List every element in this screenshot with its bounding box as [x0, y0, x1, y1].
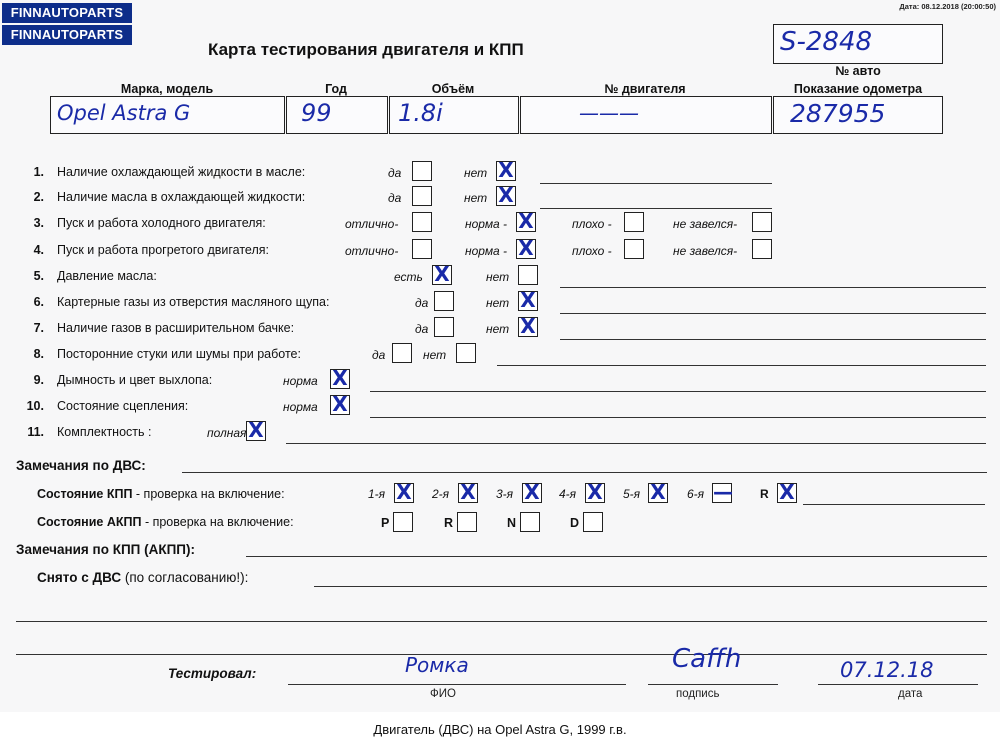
mode-label: D — [570, 516, 580, 530]
item-notes-line — [286, 443, 986, 444]
item-notes-line — [560, 287, 986, 288]
date-stamp: Дата: 08.12.2018 (20:00:50) — [899, 2, 996, 11]
check-mark: X — [332, 392, 348, 416]
gear-checkbox[interactable] — [394, 480, 414, 504]
mode-checkbox[interactable] — [520, 512, 540, 532]
option-label: да — [372, 348, 386, 362]
kpp-line — [803, 504, 985, 505]
check-mark: X — [248, 418, 264, 442]
option-checkbox[interactable] — [624, 239, 644, 259]
remarks-kpp-line — [246, 556, 987, 557]
gear-label: 4-я — [559, 487, 577, 501]
gear-checkbox[interactable] — [648, 480, 668, 504]
option-label: нет — [464, 191, 488, 205]
mode-label: P — [381, 516, 390, 530]
item-label: Пуск и работа холодного двигателя: — [57, 216, 266, 230]
check-mark: X — [779, 480, 795, 504]
tested-label: Тестировал: — [168, 666, 257, 681]
col-year: Год — [325, 82, 347, 96]
stock-number-box — [773, 24, 943, 64]
year-value: 99 — [301, 99, 332, 127]
model-value: Opel Astra G — [57, 101, 191, 125]
item-number: 9. — [33, 373, 44, 387]
item-label: Картерные газы из отверстия масляного щупа: — [57, 295, 330, 309]
gear-checkbox[interactable] — [458, 480, 478, 504]
option-label: нет — [486, 270, 510, 284]
option-checkbox[interactable] — [752, 212, 772, 232]
removed-line-1 — [314, 586, 987, 587]
option-label: норма — [283, 374, 318, 388]
date-line — [818, 684, 978, 685]
item-number: 1. — [33, 165, 44, 179]
option-label: не завелся- — [673, 217, 738, 231]
option-label: не завелся- — [673, 244, 738, 258]
option-label: да — [388, 166, 402, 180]
option-label: плохо - — [572, 217, 612, 231]
check-mark: X — [396, 480, 412, 504]
volume-value: 1.8i — [398, 99, 443, 127]
option-label: отлично- — [345, 244, 399, 258]
kpp-label: Состояние КПП - проверка на включение: — [37, 487, 285, 501]
option-label: нет — [486, 322, 510, 336]
option-checkbox[interactable] — [412, 161, 432, 181]
gear-label: 6-я — [687, 487, 705, 501]
item-number: 6. — [33, 295, 44, 309]
item-number: 4. — [33, 243, 44, 257]
removed-label: Снято с ДВС (по согласованию!): — [37, 570, 249, 585]
mode-checkbox[interactable] — [393, 512, 413, 532]
option-checkbox[interactable] — [330, 392, 350, 416]
sign-label: подпись — [676, 688, 720, 700]
check-mark: X — [520, 314, 536, 338]
gear-label: 3-я — [496, 487, 514, 501]
option-checkbox[interactable] — [412, 239, 432, 259]
item-number: 2. — [33, 190, 44, 204]
option-checkbox[interactable] — [432, 262, 452, 286]
item-number: 3. — [33, 216, 44, 230]
brand-logo-top: FINNAUTOPARTS — [2, 3, 132, 23]
option-checkbox[interactable] — [246, 418, 266, 442]
stock-number-value: S-2848 — [780, 27, 873, 57]
year-box — [286, 96, 388, 134]
gear-label: 2-я — [432, 487, 450, 501]
brand-logo-bottom: FINNAUTOPARTS — [2, 25, 132, 45]
item-number: 10. — [26, 399, 44, 413]
check-mark: X — [520, 288, 536, 312]
engine-no-box — [520, 96, 772, 134]
signature: Caffh — [672, 644, 742, 674]
col-odometer: Показание одометра — [793, 82, 923, 96]
option-label: норма - — [465, 217, 508, 231]
item-label: Пуск и работа прогретого двигателя: — [57, 243, 269, 257]
item-label: Состояние сцепления: — [57, 399, 189, 413]
option-label: да — [388, 191, 402, 205]
col-model: Марка, модель — [120, 82, 214, 96]
item-label: Наличие масла в охлаждающей жидкости: — [57, 190, 306, 204]
item-notes-line — [497, 365, 986, 366]
mode-label: N — [507, 516, 517, 530]
check-mark: X — [518, 236, 534, 260]
option-label: отлично- — [345, 217, 399, 231]
option-label: есть — [394, 270, 423, 284]
gear-checkbox[interactable] — [522, 480, 542, 504]
item-label: Посторонние стуки или шумы при работе: — [57, 347, 301, 361]
removed-line-3 — [16, 654, 987, 655]
volume-box — [389, 96, 519, 134]
option-label: нет — [423, 348, 447, 362]
item-label: Комплектность : — [57, 425, 152, 439]
option-label: нет — [486, 296, 510, 310]
option-checkbox[interactable] — [434, 291, 454, 311]
option-label: нет — [464, 166, 488, 180]
check-mark: X — [498, 158, 514, 182]
option-label: полная — [207, 426, 247, 440]
check-mark: — — [713, 480, 733, 504]
test-date: 07.12.18 — [840, 658, 934, 682]
item-label: Дымность и цвет выхлопа: — [57, 373, 213, 387]
check-mark: X — [524, 480, 540, 504]
col-volume: Объём — [431, 82, 475, 96]
check-mark: X — [434, 262, 450, 286]
option-checkbox[interactable] — [752, 239, 772, 259]
gear-label: R — [760, 487, 769, 501]
option-checkbox[interactable] — [496, 183, 516, 207]
option-checkbox[interactable] — [516, 209, 536, 233]
option-label: да — [415, 322, 429, 336]
option-checkbox[interactable] — [496, 158, 516, 182]
option-checkbox[interactable] — [624, 212, 644, 232]
mode-label: R — [444, 516, 454, 530]
item-notes-line — [560, 339, 986, 340]
check-mark: X — [650, 480, 666, 504]
page-title: Карта тестирования двигателя и КПП — [208, 40, 524, 59]
gear-checkbox[interactable] — [777, 480, 797, 504]
option-checkbox[interactable] — [412, 186, 432, 206]
removed-line-2 — [16, 621, 987, 622]
item-number: 8. — [33, 347, 44, 361]
option-label: норма — [283, 400, 318, 414]
engine-no-value: ——— — [579, 101, 639, 125]
item-notes-line — [370, 391, 986, 392]
item-notes-line — [370, 417, 986, 418]
date-label: дата — [898, 688, 923, 700]
akpp-label: Состояние АКПП - проверка на включение: — [37, 515, 294, 529]
check-mark: X — [498, 183, 514, 207]
remarks-engine-label: Замечания по ДВС: — [16, 458, 146, 473]
option-checkbox[interactable] — [518, 265, 538, 285]
mode-checkbox[interactable] — [583, 512, 603, 532]
option-checkbox[interactable] — [456, 343, 476, 363]
option-checkbox[interactable] — [434, 317, 454, 337]
item-notes-line — [540, 208, 772, 209]
fio-line — [288, 684, 626, 685]
mode-checkbox[interactable] — [457, 512, 477, 532]
check-mark: X — [587, 480, 603, 504]
check-mark: X — [332, 366, 348, 390]
model-box — [50, 96, 285, 134]
option-label: да — [415, 296, 429, 310]
check-mark: X — [518, 209, 534, 233]
option-checkbox[interactable] — [516, 236, 536, 260]
tester-name: Ромка — [405, 653, 469, 677]
item-number: 5. — [33, 269, 44, 283]
gear-label: 5-я — [623, 487, 641, 501]
option-checkbox[interactable] — [518, 288, 538, 312]
item-number: 7. — [33, 321, 44, 335]
col-engine-no: № двигателя — [604, 82, 686, 96]
gear-checkbox[interactable] — [585, 480, 605, 504]
sign-line — [648, 684, 778, 685]
option-checkbox[interactable] — [392, 343, 412, 363]
check-mark: X — [460, 480, 476, 504]
page-caption: Двигатель (ДВС) на Opel Astra G, 1999 г.в. — [373, 722, 627, 737]
option-checkbox[interactable] — [330, 366, 350, 390]
remarks-kpp-label: Замечания по КПП (АКПП): — [16, 542, 195, 557]
odometer-value: 287955 — [790, 99, 886, 128]
remarks-engine-line — [182, 472, 987, 473]
option-checkbox[interactable] — [518, 314, 538, 338]
item-number: 11. — [27, 425, 44, 439]
gear-label: 1-я — [368, 487, 386, 501]
option-checkbox[interactable] — [412, 212, 432, 232]
odometer-box — [773, 96, 943, 134]
option-label: плохо - — [572, 244, 612, 258]
option-label: норма - — [465, 244, 508, 258]
item-label: Наличие газов в расширительном бачке: — [57, 321, 295, 335]
fio-label: ФИО — [430, 688, 456, 700]
stock-number-label: № авто — [835, 64, 881, 78]
gear-checkbox[interactable] — [712, 480, 733, 504]
item-label: Наличие охлаждающей жидкости в масле: — [57, 165, 306, 179]
item-label: Давление масла: — [57, 269, 157, 283]
item-notes-line — [540, 183, 772, 184]
item-notes-line — [560, 313, 986, 314]
